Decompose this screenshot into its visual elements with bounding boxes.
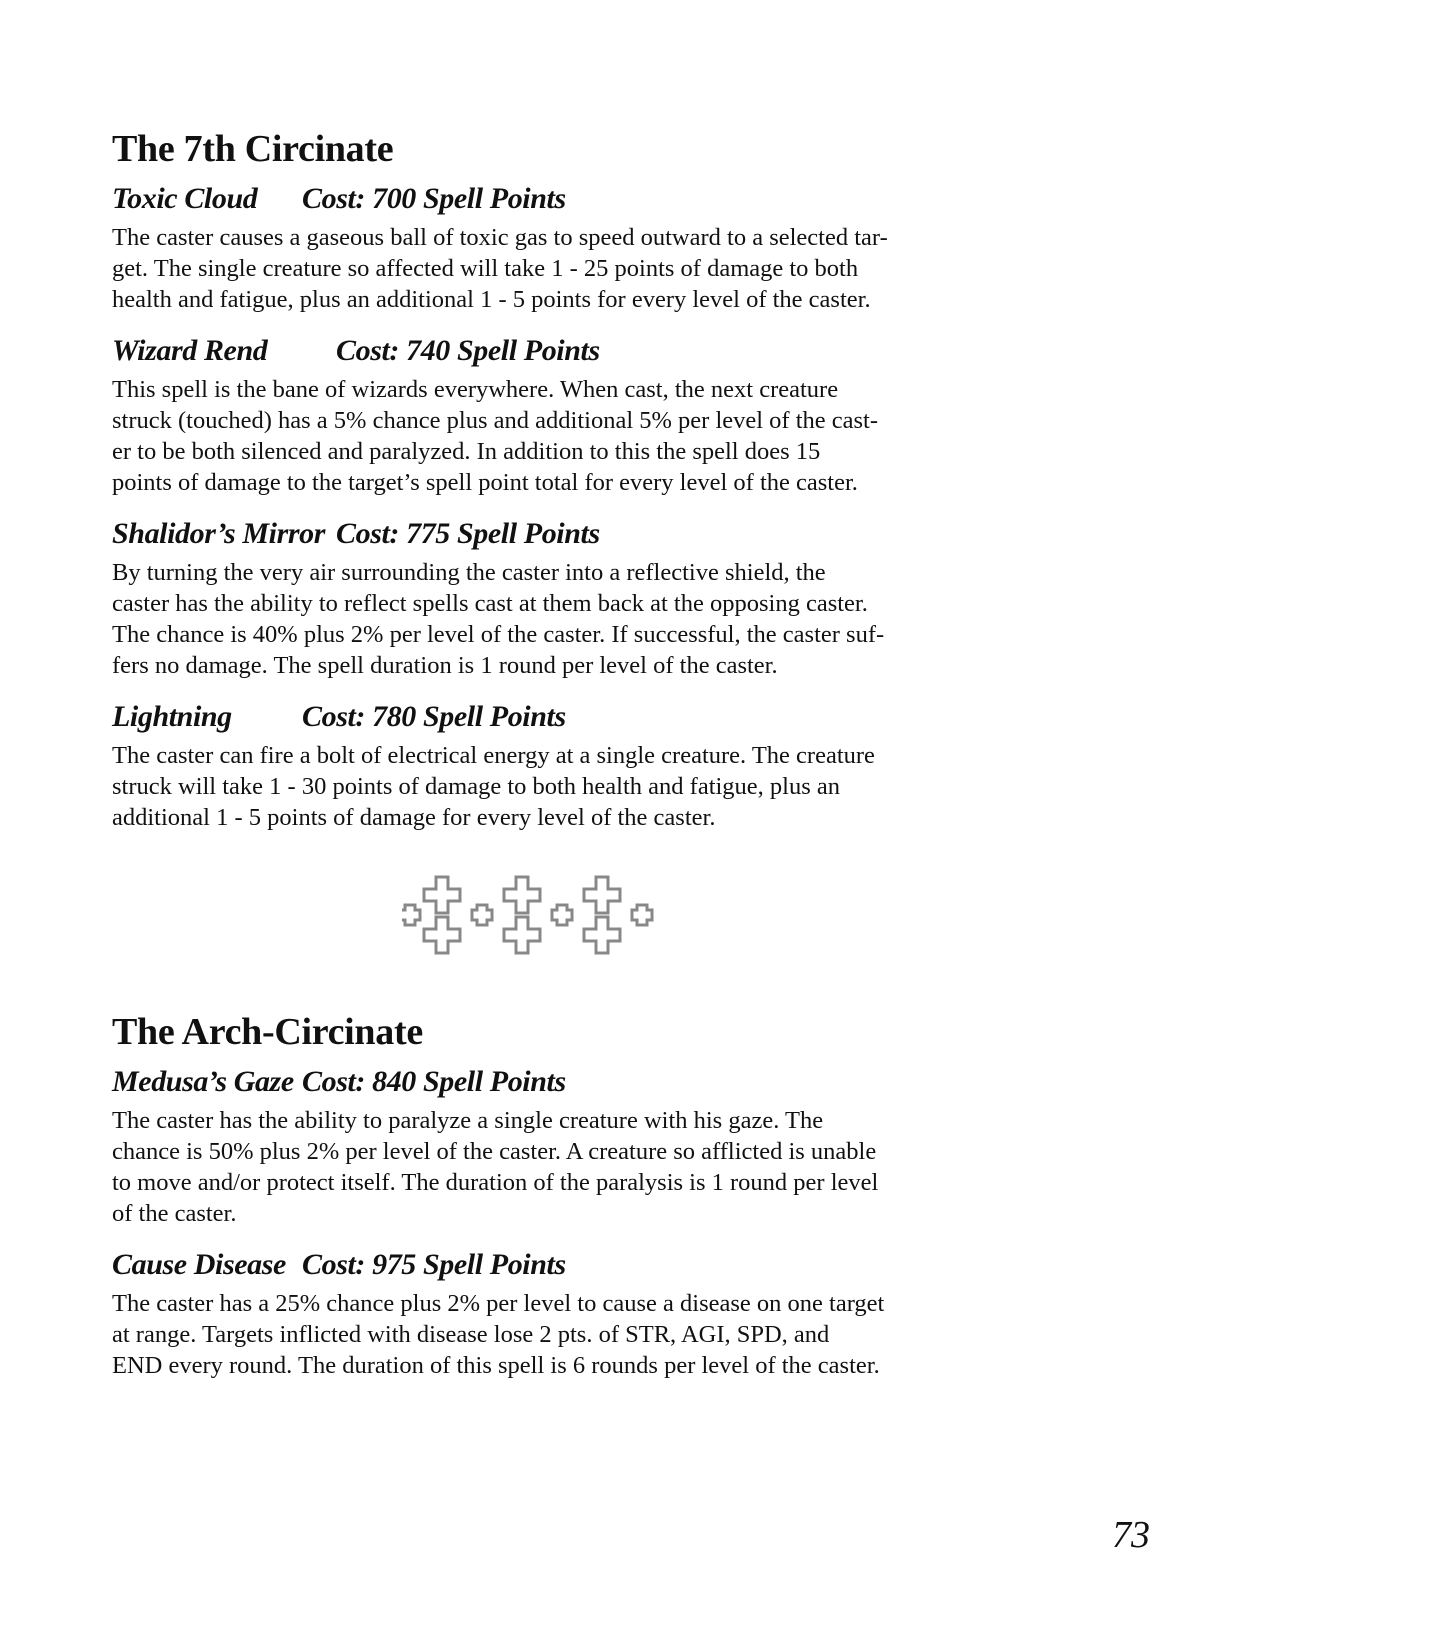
ornament-cross-shape	[584, 877, 620, 913]
spell-toxic-cloud	[112, 182, 972, 315]
ornament-cross-shape	[424, 917, 460, 953]
spell-description: This spell is the bane of wizards everywhere. When cast, the next creature struck (touched) has a 5% chance plus and additional 5% per level of the cast- er to be both silenced and paralyzed. In addition to this the spell does 15 points of damage to the target’s spell point total for every level of the caster.	[112, 376, 879, 496]
spell-header	[112, 700, 972, 734]
spell-description: The caster has a 25% chance plus 2% per level to cause a disease on one target at range. Targets inflicted with disease lose 2 pts. of STR, AGI, SPD, and END every round. The duration of this spell is 6 rounds per level of the caster.	[112, 1290, 885, 1379]
ornament-cross-shape	[402, 905, 420, 925]
ornament-cross-shape	[424, 877, 460, 913]
spell-name: Lightning	[112, 700, 232, 733]
spell-description: The caster can fire a bolt of electrical energy at a single creature. The creature struck will take 1 - 30 points of damage to both health and fatigue, plus an additional 1 - 5 points of damage for every level of the caster.	[112, 742, 875, 831]
spell-cost: Cost: 700 Spell Points	[302, 182, 566, 215]
ornament-cross-shape	[472, 905, 492, 925]
ornament-divider	[112, 861, 972, 971]
ornament-cross-shape	[632, 905, 652, 925]
spell-name: Cause Disease	[112, 1248, 286, 1281]
spell-medusas-gaze	[112, 1065, 972, 1229]
spell-name: Toxic Cloud	[112, 182, 258, 215]
ornament-cross-shape	[504, 917, 540, 953]
spell-name: Medusa’s Gaze	[112, 1065, 294, 1098]
spell-cost: Cost: 780 Spell Points	[302, 700, 566, 733]
spell-description: The caster causes a gaseous ball of toxic gas to speed outward to a selected tar- get. The single creature so affected will take 1 - 25 points of damage to both health and fatigue, plus an additional 1 - 5 points for every level of the caster.	[112, 224, 888, 313]
spell-name: Shalidor’s Mirror	[112, 517, 325, 550]
spell-wizard-rend	[112, 334, 972, 498]
spell-cost: Cost: 975 Spell Points	[302, 1248, 566, 1281]
cross-fret-ornament-icon	[402, 873, 662, 965]
spell-header	[112, 517, 972, 551]
spell-cost: Cost: 740 Spell Points	[336, 334, 600, 367]
spell-cause-disease	[112, 1248, 972, 1381]
section-title-7th-circinate: The 7th Circinate	[112, 128, 394, 170]
spell-description: By turning the very air surrounding the caster into a reflective shield, the caster has the ability to reflect spells cast at them back at the opposing caster. The chance is 40% plus 2% per level of the caster. If successful, the caster suf- fers no damage. The spell duration is 1 round per level of the caster.	[112, 559, 885, 679]
spell-cost: Cost: 840 Spell Points	[302, 1065, 566, 1098]
spell-name: Wizard Rend	[112, 334, 268, 367]
page-number: 73	[1112, 1514, 1150, 1556]
section-title-arch-circinate: The Arch-Circinate	[112, 1011, 423, 1053]
ornament-cross-shape	[504, 877, 540, 913]
page-content	[112, 128, 972, 1400]
spell-description: The caster has the ability to paralyze a single creature with his gaze. The chance is 50% plus 2% per level of the caster. A creature so afflicted is unable to move and/or protect itself. The duration of the paralysis is 1 round per level of the caster.	[112, 1107, 879, 1227]
spell-shalidors-mirror	[112, 517, 972, 681]
spell-header	[112, 1248, 972, 1282]
spell-header	[112, 1065, 972, 1099]
spell-lightning	[112, 700, 972, 833]
ornament-cross-shape	[584, 917, 620, 953]
spell-header	[112, 334, 972, 368]
spell-cost: Cost: 775 Spell Points	[336, 517, 600, 550]
ornament-cross-shape	[552, 905, 572, 925]
spell-header	[112, 182, 972, 216]
